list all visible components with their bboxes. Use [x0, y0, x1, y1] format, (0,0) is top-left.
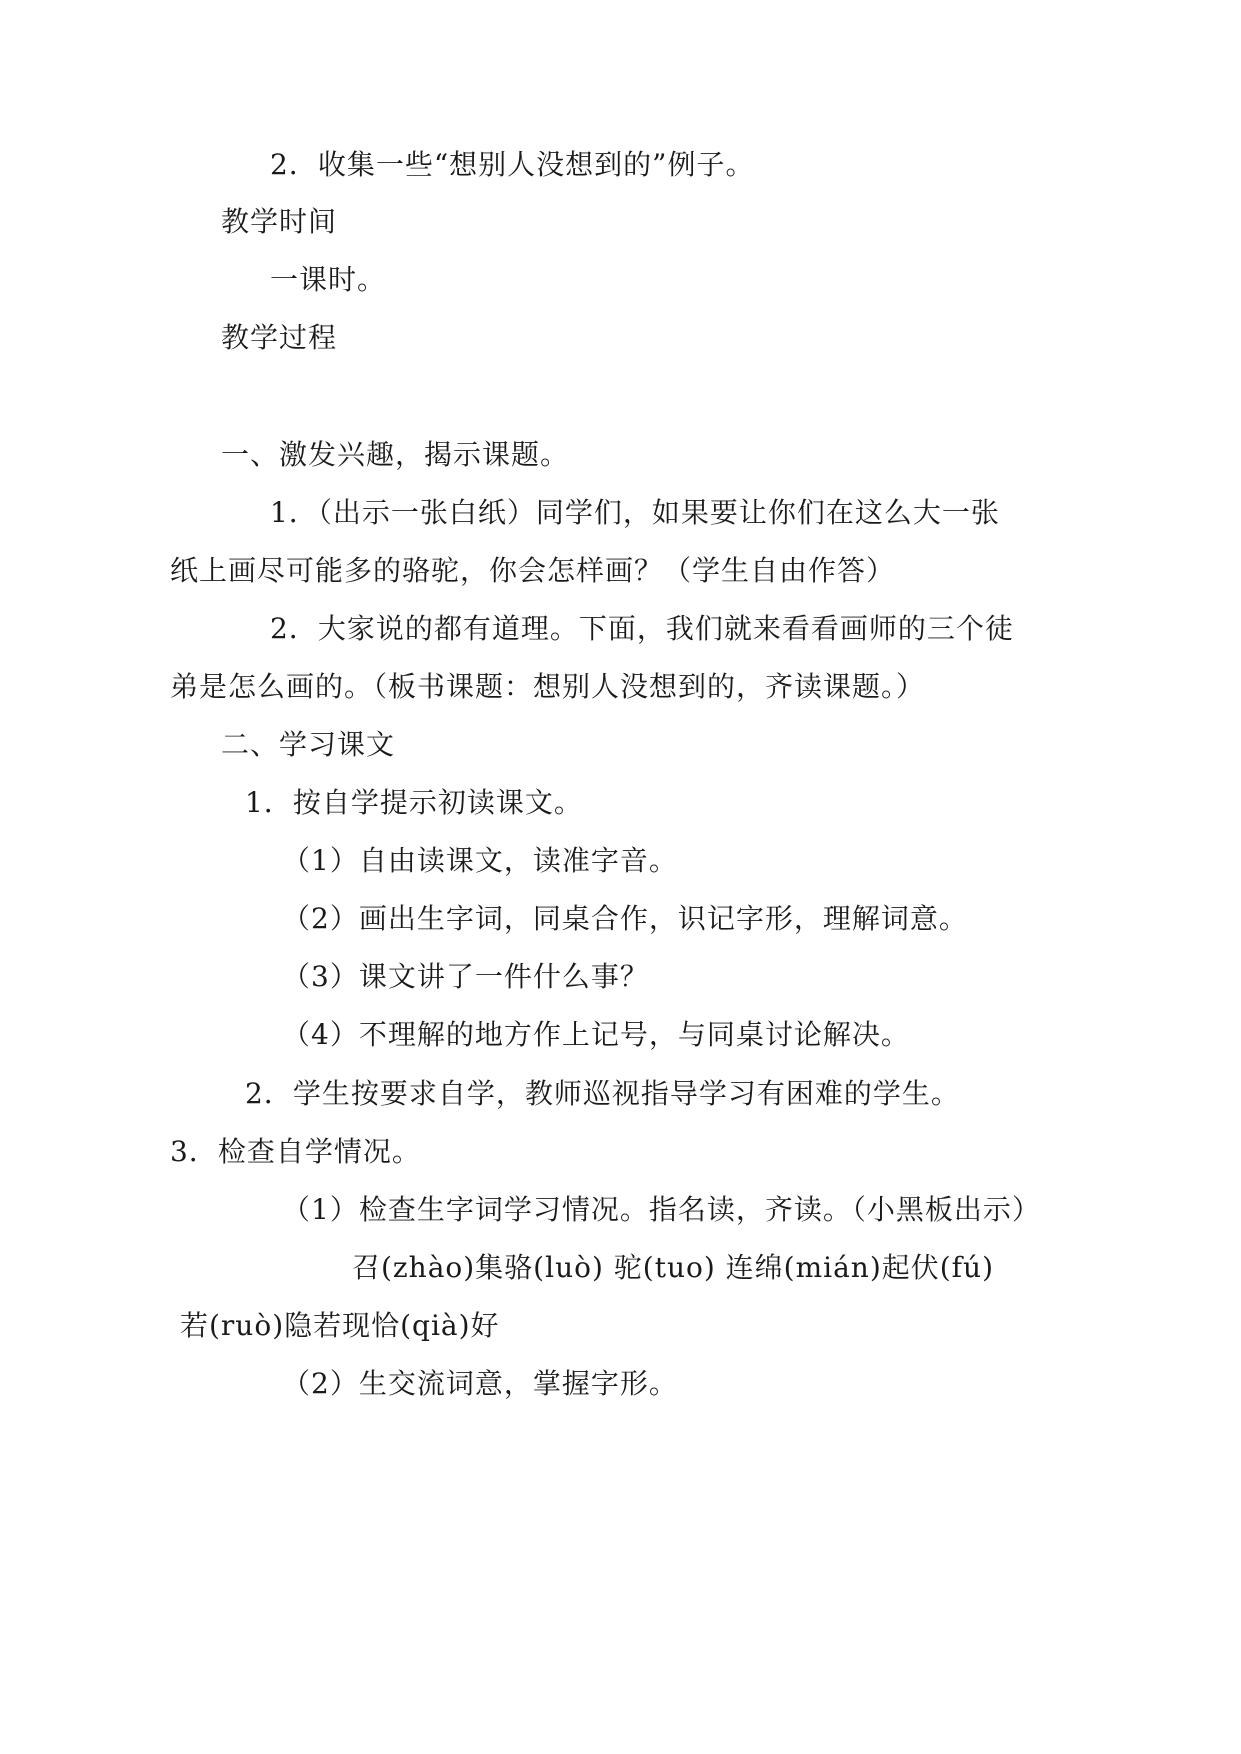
pinyin-line: 召(zhào)集骆(luò) 驼(tuo) 连绵(mián)起伏(fú) — [352, 1251, 994, 1284]
text-line: 纸上画尽可能多的骆驼，你会怎样画？（学生自由作答） — [170, 554, 896, 587]
text-line: 2．大家说的都有道理。下面，我们就来看看画师的三个徒 — [270, 612, 1014, 645]
text-line: （4）不理解的地方作上记号，与同桌讨论解决。 — [282, 1018, 910, 1051]
text-line: 1．按自学提示初读课文。 — [245, 786, 583, 819]
text-line: （2）画出生字词，同桌合作，识记字形，理解词意。 — [282, 902, 968, 935]
text-line: 2．收集一些“想别人没想到的”例子。 — [270, 148, 755, 181]
text-line: 3．检查自学情况。 — [170, 1135, 421, 1168]
section-heading: 二、学习课文 — [221, 728, 396, 761]
section-heading: 教学时间 — [221, 205, 338, 238]
section-heading: 一、激发兴趣，揭示课题。 — [221, 438, 570, 471]
text-line: （1）自由读课文，读准字音。 — [282, 844, 678, 877]
text-line: （1）检查生字词学习情况。指名读，齐读。（小黑板出示） — [282, 1193, 1041, 1226]
text-line: 弟是怎么画的。（板书课题：想别人没想到的，齐读课题。） — [170, 670, 926, 703]
text-line: （3）课文讲了一件什么事？ — [282, 960, 649, 993]
text-line: 1．（出示一张白纸）同学们，如果要让你们在这么大一张 — [270, 496, 1000, 529]
section-heading: 教学过程 — [221, 321, 338, 354]
text-line: （2）生交流词意，掌握字形。 — [282, 1367, 678, 1400]
text-line: 一课时。 — [270, 263, 387, 296]
text-line: 2．学生按要求自学，教师巡视指导学习有困难的学生。 — [245, 1077, 960, 1110]
pinyin-line: 若(ruò)隐若现恰(qià)好 — [180, 1309, 500, 1342]
